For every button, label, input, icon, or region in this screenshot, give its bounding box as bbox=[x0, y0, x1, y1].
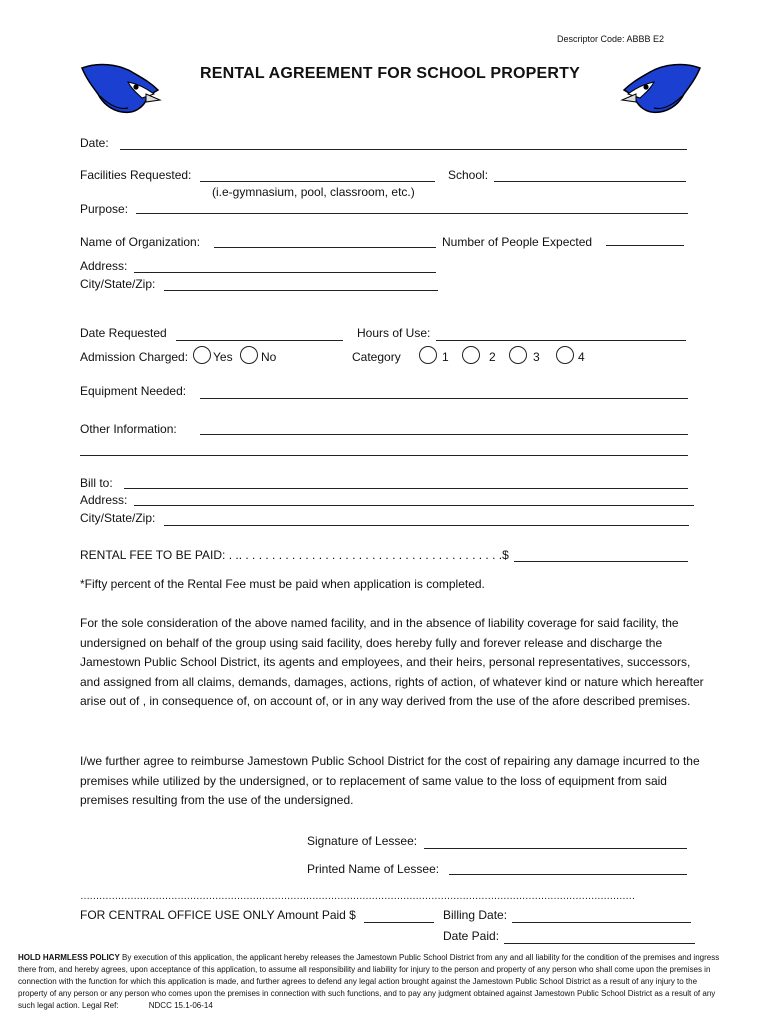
category-3-label: 3 bbox=[533, 350, 540, 364]
hold-harmless-policy bbox=[18, 952, 728, 1012]
date-requested-label: Date Requested bbox=[80, 326, 167, 340]
facilities-requested-label: Facilities Requested: bbox=[80, 168, 192, 182]
central-office-label: FOR CENTRAL OFFICE USE ONLY Amount Paid $ bbox=[80, 908, 356, 922]
purpose-label: Purpose: bbox=[80, 202, 129, 216]
hours-of-use-label: Hours of Use: bbox=[357, 326, 431, 340]
category-3-radio[interactable] bbox=[509, 346, 527, 364]
hold-harmless-label: HOLD HARMLESS POLICY bbox=[18, 953, 120, 962]
category-2-radio[interactable] bbox=[462, 346, 480, 364]
category-1-radio[interactable] bbox=[419, 346, 437, 364]
office-dotted-separator: …………………………………………………………………………………………………………………………………………………………… bbox=[80, 891, 635, 902]
admission-charged-label: Admission Charged: bbox=[80, 350, 189, 364]
bluejay-mascot-left-icon bbox=[80, 60, 162, 118]
rental-fee-label: RENTAL FEE TO BE PAID: . .. . . . . . . . . . . . . . . . . . . . . . . . . . . . . . . . . . . . . . . .$ bbox=[80, 548, 509, 562]
city-state-zip-field[interactable] bbox=[164, 290, 438, 291]
date-field[interactable] bbox=[120, 149, 687, 150]
date-paid-label: Date Paid: bbox=[443, 929, 500, 943]
bill-city-state-zip-field[interactable] bbox=[164, 525, 689, 526]
equipment-needed-label: Equipment Needed: bbox=[80, 384, 187, 398]
date-paid-field[interactable] bbox=[504, 943, 695, 944]
signature-lessee-label: Signature of Lessee: bbox=[307, 834, 418, 848]
admission-no-radio[interactable] bbox=[240, 346, 258, 364]
printed-name-label: Printed Name of Lessee: bbox=[307, 862, 440, 876]
address-label: Address: bbox=[80, 259, 128, 273]
date-label: Date: bbox=[80, 136, 109, 150]
bill-city-state-zip-label: City/State/Zip: bbox=[80, 511, 156, 525]
address-field[interactable] bbox=[134, 272, 436, 273]
date-requested-field[interactable] bbox=[176, 340, 343, 341]
bill-address-label: Address: bbox=[80, 493, 128, 507]
amount-paid-field[interactable] bbox=[364, 922, 434, 923]
purpose-field[interactable] bbox=[136, 213, 688, 214]
admission-yes-radio[interactable] bbox=[193, 346, 211, 364]
people-expected-field[interactable] bbox=[606, 245, 684, 246]
school-field[interactable] bbox=[494, 181, 686, 182]
page-title: RENTAL AGREEMENT FOR SCHOOL PROPERTY bbox=[200, 65, 580, 82]
city-state-zip-label: City/State/Zip: bbox=[80, 277, 156, 291]
billing-date-label: Billing Date: bbox=[443, 908, 508, 922]
rental-fee-field[interactable] bbox=[514, 561, 688, 562]
facilities-requested-field[interactable] bbox=[200, 181, 435, 182]
equipment-needed-field[interactable] bbox=[200, 398, 688, 399]
school-label: School: bbox=[448, 168, 489, 182]
billing-date-field[interactable] bbox=[512, 922, 691, 923]
facilities-hint: (i.e-gymnasium, pool, classroom, etc.) bbox=[212, 185, 415, 199]
bill-to-field[interactable] bbox=[124, 488, 688, 489]
people-expected-label: Number of People Expected bbox=[442, 235, 593, 249]
fifty-percent-note: *Fifty percent of the Rental Fee must be paid when application is completed. bbox=[80, 577, 485, 591]
descriptor-code: Descriptor Code: ABBB E2 bbox=[557, 34, 665, 44]
signature-lessee-field[interactable] bbox=[424, 848, 687, 849]
admission-no-label: No bbox=[261, 350, 277, 364]
other-information-field-2[interactable] bbox=[80, 455, 688, 456]
legal-ref: NDCC 15.1-06-14 bbox=[148, 1001, 213, 1010]
other-information-field[interactable] bbox=[200, 434, 688, 435]
printed-name-field[interactable] bbox=[449, 874, 687, 875]
category-label: Category bbox=[352, 350, 401, 364]
admission-yes-label: Yes bbox=[213, 350, 233, 364]
release-paragraph: For the sole consideration of the above named facility, and in the absence of liability coverage for said facility, the undersigned on behalf of the group using said facility, does hereby fully and forever release and discharge the Jamestown Public School District, its agents and employees, and their heirs, personal representatives, successors, and assigned from all claims, demands, damages, actions, rights of action, of whatever kind or nature which hereafter arise out of , in consequence of, on account of, or in any way derived from the use of the afore described premises. bbox=[80, 616, 704, 708]
bluejay-mascot-right-icon bbox=[620, 60, 702, 118]
organization-label: Name of Organization: bbox=[80, 235, 201, 249]
organization-field[interactable] bbox=[214, 247, 436, 248]
hold-harmless-text: By execution of this application, the applicant hereby releases the Jamestown Public School District from any and all liability for the condition of the premises and ingress there from, and hereby agrees, upon acceptance of this application, to assume all responsibility and liability for injury to the person and property of any person who shall come upon the premises in connection with the function for which this application is made, and further agrees to defend any legal action brought against the Jamestown Public School District as a result of any injury to the property of any person or any person who comes upon the premises in connection with such functions, and to pay any judgment obtained against Jamestown Public School District as a result of any such legal action. Legal Ref: bbox=[18, 953, 720, 1010]
hours-of-use-field[interactable] bbox=[436, 340, 686, 341]
category-1-label: 1 bbox=[442, 350, 449, 364]
category-4-label: 4 bbox=[578, 350, 585, 364]
category-2-label: 2 bbox=[489, 350, 496, 364]
category-4-radio[interactable] bbox=[556, 346, 574, 364]
other-information-label: Other Information: bbox=[80, 422, 177, 436]
bill-to-label: Bill to: bbox=[80, 476, 113, 490]
reimburse-paragraph: I/we further agree to reimburse Jamestown Public School District for the cost of repairing any damage incurred to the premises while utilized by the undersigned, or to replacement of same value to the loss of equipment from said premises resulting from the use of the undersigned. bbox=[80, 754, 700, 807]
bill-address-field[interactable] bbox=[134, 505, 694, 506]
